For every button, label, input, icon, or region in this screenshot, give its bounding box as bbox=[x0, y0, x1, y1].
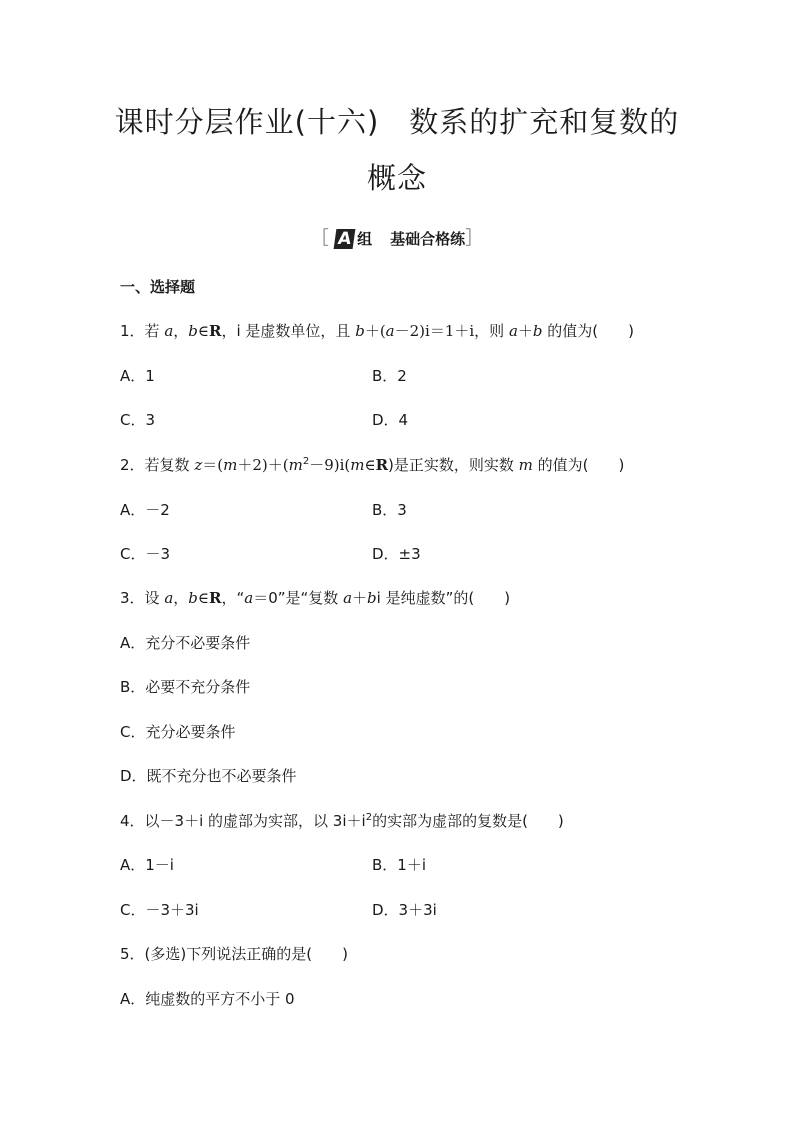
page-title-line-1: 课时分层作业(十六) 数系的扩充和复数的 bbox=[114, 105, 680, 139]
group-label: 组 bbox=[357, 230, 373, 248]
q1-option-c: C．3 bbox=[120, 411, 156, 429]
q2-option-a: A．－2 bbox=[120, 501, 170, 519]
q1-option-b: B．2 bbox=[372, 367, 407, 385]
q3-option-a: A．充分不必要条件 bbox=[120, 634, 251, 652]
page-title-line-2: 概念 bbox=[366, 161, 427, 195]
group-header bbox=[0, 224, 794, 250]
group-letter-badge: A bbox=[333, 229, 355, 249]
group-bracket-open: ［ bbox=[310, 228, 329, 249]
q1-option-d: D．4 bbox=[372, 411, 409, 429]
question-5: 5．(多选)下列说法正确的是( ) bbox=[120, 945, 348, 963]
question-4: 4．以－3＋i 的虚部为实部，以 $3i+i^2$的实部为虚部的复数是( ) bbox=[120, 812, 564, 830]
q4-option-c: C．－3＋3i bbox=[120, 901, 199, 919]
q1-option-a: A．1 bbox=[120, 367, 155, 385]
q2-option-d: D．±3 bbox=[372, 545, 421, 563]
q4-option-b: B．1＋i bbox=[372, 856, 427, 874]
question-2: 2．若复数 $z=(m+2)+(m^2-9)i(m\in R)$是正实数，则实数 m 的值为( ) bbox=[120, 456, 625, 474]
q2-option-c: C．－3 bbox=[120, 545, 171, 563]
q4-option-d: D．3＋3i bbox=[372, 901, 437, 919]
group-title: 基础合格练 bbox=[390, 230, 466, 248]
q3-option-b: B．必要不充分条件 bbox=[120, 678, 251, 696]
q5-option-a: A．纯虚数的平方不小于 0 bbox=[120, 990, 295, 1008]
q3-option-d: D．既不充分也不必要条件 bbox=[120, 767, 297, 785]
q2-option-b: B．3 bbox=[372, 501, 407, 519]
q4-option-a: A．1－i bbox=[120, 856, 174, 874]
q3-option-c: C．充分必要条件 bbox=[120, 723, 236, 741]
question-1: 1．若 a，b∈R，i 是虚数单位，且 b＋(a－2)i＝1＋i，则 a＋b 的值为( ) bbox=[120, 322, 634, 340]
group-bracket-close: ］ bbox=[465, 228, 484, 249]
question-3: 3．设 a，b∈R，“a＝0”是“复数 a＋bi 是纯虚数”的( ) bbox=[120, 589, 511, 607]
section-heading: 一、选择题 bbox=[120, 278, 196, 296]
